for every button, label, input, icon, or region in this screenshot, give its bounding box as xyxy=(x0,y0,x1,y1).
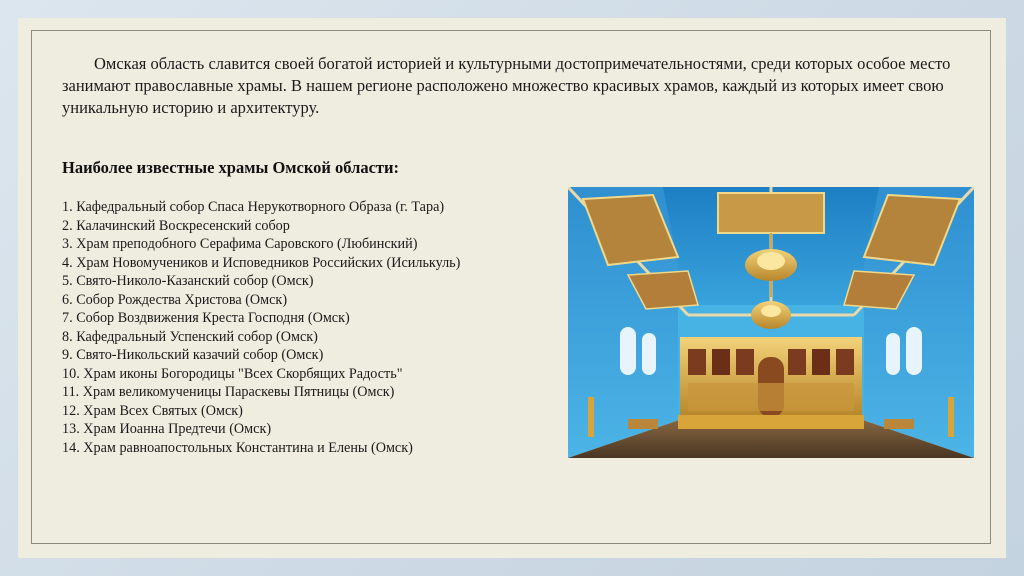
list-item: 3. Храм преподобного Серафима Саровского (Любинский) xyxy=(62,236,418,252)
list-item: 6. Собор Рождества Христова (Омск) xyxy=(62,291,288,308)
list-item: 12. Храм Всех Святых (Омск) xyxy=(62,402,243,419)
list-item: 10. Храм иконы Богородицы "Всех Скорбящих Радость" xyxy=(62,365,403,382)
intro-paragraph: Омская область славится своей богатой историей и культурными достопримечательностями, среди которых особое место занимают православные храмы. В нашем регионе расположено множество красивых храмов, каждый из которых имеет свою уникальную историю и архитектуру. xyxy=(62,54,951,117)
list-item: 11. Храм великомученицы Параскевы Пятницы (Омск) xyxy=(62,384,395,400)
list-item: 4. Храм Новомучеников и Исповедников Российских (Исилькуль) xyxy=(62,254,461,271)
list-item: 5. Свято-Николо-Казанский собор (Омск) xyxy=(62,273,314,289)
list-item: 13. Храм Иоанна Предтечи (Омск) xyxy=(62,421,272,437)
church-interior-photo xyxy=(568,187,974,458)
list-item: 1. Кафедральный собор Спаса Нерукотворного Образа (г. Тара) xyxy=(62,199,445,215)
temples-heading: Наиболее известные храмы Омской области: xyxy=(62,158,400,177)
slide xyxy=(18,18,1006,558)
list-item: 7. Собор Воздвижения Креста Господня (Омск) xyxy=(62,310,350,326)
list-item: 14. Храм равноапостольных Константина и Елены (Омск) xyxy=(62,439,413,456)
list-item: 9. Свято-Никольский казачий собор (Омск) xyxy=(62,347,324,363)
list-item: 2. Калачинский Воскресенский собор xyxy=(62,217,290,234)
temples-list xyxy=(62,198,572,457)
list-item: 8. Кафедральный Успенский собор (Омск) xyxy=(62,328,318,345)
